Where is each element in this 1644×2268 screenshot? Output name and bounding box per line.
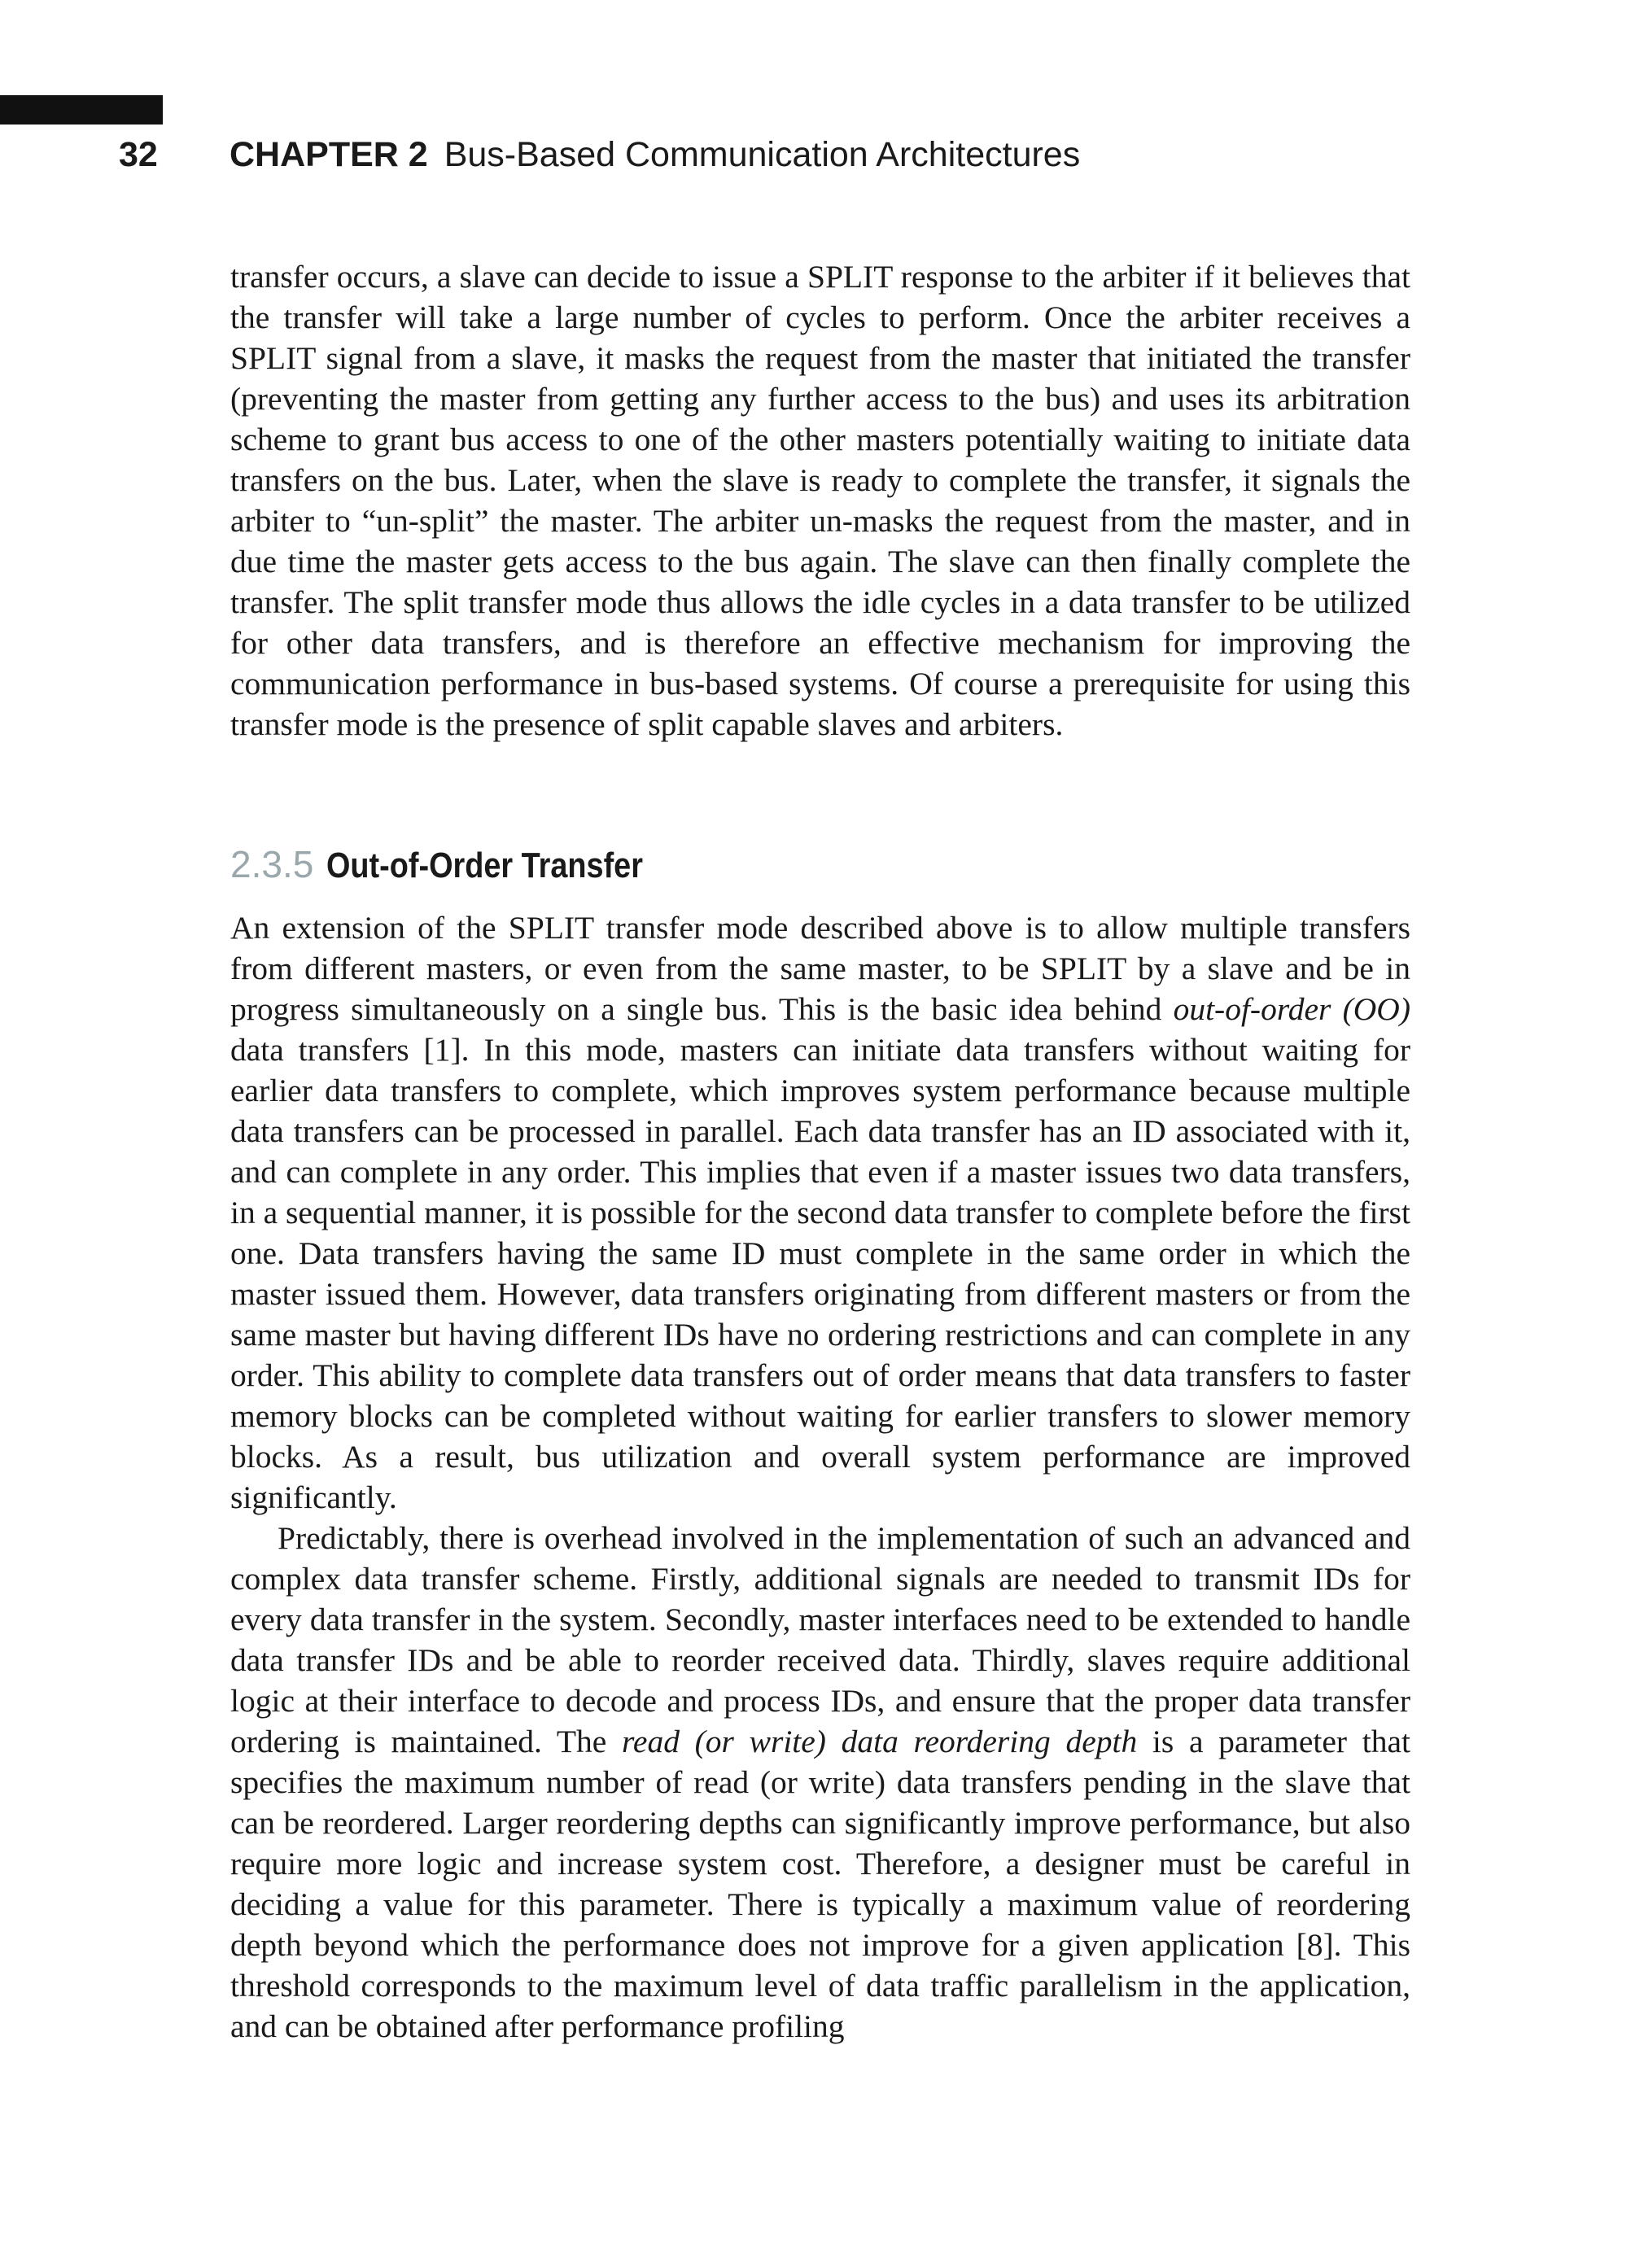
paragraph-3-emphasis: read (or write) data reordering depth — [622, 1724, 1138, 1759]
chapter-label: CHAPTER 2 — [230, 135, 428, 174]
body-paragraph-3 — [230, 1518, 1410, 2047]
paragraph-2-emphasis: out-of-order (OO) — [1173, 991, 1410, 1027]
section-number: 2.3.5 — [230, 843, 314, 885]
paragraph-2-text-b: data transfers [1]. In this mode, masters can initiate data transfers without waiting for earlier data transfers to complete, which improves system performance because multiple data transfers can be processed in parallel. Each data transfer has an ID associated with it, and can complete in any order. This implies that even if a master issues two data transfers, in a sequential manner, it is possible for the second data transfer to complete before the first one. Data transfers having the same ID must complete in the same order in which the master issued them. However, data transfers originating from different masters or from the same master but having different IDs have no ordering restrictions and can complete in any order. This ability to complete data transfers out of order means that data transfers to faster memory blocks can be completed without waiting for earlier transfers to slower memory blocks. As a result, bus utilization and overall system performance are improved significantly. — [230, 1032, 1410, 1515]
body-paragraph-1 — [230, 256, 1410, 745]
page-corner-bar — [0, 95, 163, 125]
section-title: Out-of-Order Transfer — [326, 846, 644, 885]
body-paragraph-2 — [230, 907, 1410, 1518]
paragraph-3-text-b: is a parameter that specifies the maximum number of read (or write) data transfers pending in the slave that can be reordered. Larger reordering depths can significantly improve performance, but also require more logic and increase system cost. Therefore, a designer must be careful in deciding a value for this parameter. There is typically a maximum value of reordering depth beyond which the performance does not improve for a given application [8]. This threshold corresponds to the maximum level of data traffic parallelism in the application, and can be obtained after performance profiling — [230, 1724, 1410, 2044]
paragraph-2-text-a: An extension of the SPLIT transfer mode described above is to allow multiple transfers from different masters, or even from the same master, to be SPLIT by a slave and be in progress simultaneously on a single bus. This is the basic idea behind — [230, 910, 1410, 1027]
page-number: 32 — [119, 135, 158, 174]
chapter-title: Bus-Based Communication Architectures — [444, 135, 1081, 174]
paragraph-text: transfer occurs, a slave can decide to issue a SPLIT response to the arbiter if it believes that the transfer will take a large number of cycles to perform. Once the arbiter receives a SPLIT signal from a slave, it masks the request from the master that initiated the transfer (preventing the master from getting any further access to the bus) and uses its arbitration scheme to grant bus access to one of the other masters potentially waiting to initiate data transfers on the bus. Later, when the slave is ready to complete the transfer, it signals the arbiter to “un-split” the master. The arbiter un-masks the request from the master, and in due time the master gets access to the bus again. The slave can then finally complete the transfer. The split transfer mode thus allows the idle cycles in a data transfer to be utilized for other data transfers, and is therefore an effective mechanism for improving the communication performance in bus-based systems. Of course a prerequisite for using this transfer mode is the presence of split capable slaves and arbiters. — [230, 259, 1410, 742]
running-header — [119, 135, 1080, 184]
section-heading — [230, 842, 695, 886]
body-section-text — [230, 907, 1410, 2047]
paragraph-3-text-a: Predictably, there is overhead involved in the implementation of such an advanced and complex data transfer scheme. Firstly, additional signals are needed to transmit IDs for every data transfer in the system. Secondly, master interfaces need to be extended to handle data transfer IDs and be able to reorder received data. Thirdly, slaves require additional logic at their interface to decode and process IDs, and ensure that the proper data transfer ordering is maintained. The — [230, 1520, 1410, 1759]
